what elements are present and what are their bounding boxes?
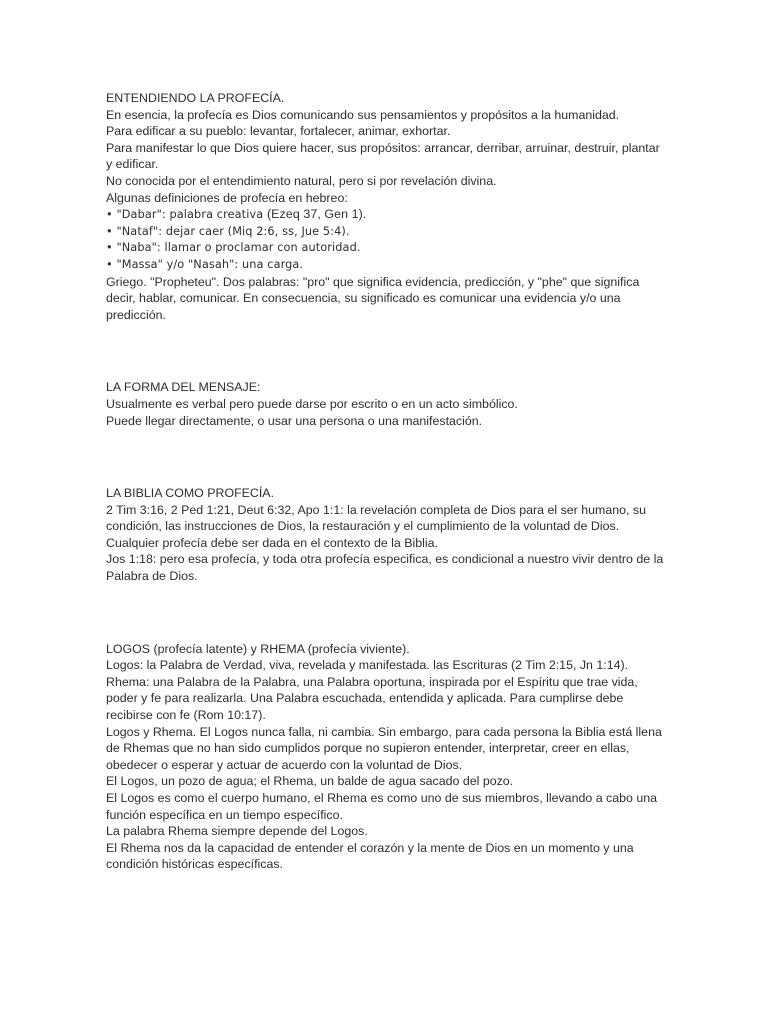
- section-heading: LA BIBLIA COMO PROFECÍA.: [106, 486, 275, 501]
- paragraph: El Logos, un pozo de agua; el Rhema, un balde de agua sacado del pozo.: [106, 774, 514, 789]
- bullet-reference: (Ezeq 37, Gen 1).: [266, 207, 367, 222]
- bullet-item-naba: [106, 240, 666, 257]
- bullet-text: • "Massa" y/o "Nasah": una carga.: [106, 257, 304, 271]
- paragraph: La palabra Rhema siempre depende del Logos.: [106, 824, 368, 839]
- section-entendiendo-la-profecia: [106, 90, 666, 323]
- paragraph: Para manifestar lo que Dios quiere hacer, sus propósitos: arrancar, derribar, arruinar, destruir, plantar y edificar.: [106, 140, 660, 172]
- paragraph: Griego. "Propheteu". Dos palabras: "pro" que significa evidencia, predicción, y "phe" que significa decir, hablar, comunicar. En consecuencia, su significado es comunicar una evidencia y/o una predicción.: [106, 274, 640, 322]
- paragraph: Rhema: una Palabra de la Palabra, una Palabra oportuna, inspirada por el Espíritu que trae vida, poder y fe para realizarla. Una Palabra escuchada, entendida y aplicada. Para cumplirse debe recibirse con fe (Rom 10:17).: [106, 674, 638, 723]
- paragraph: Puede llegar directamente, o usar una persona o una manifestación.: [106, 413, 483, 428]
- paragraph: Jos 1:18: pero esa profecía, y toda otra profecía especifica, es condicional a nuestro vivir dentro de la Palabra de Dios.: [106, 552, 664, 584]
- section-la-biblia-como-profecia: [106, 485, 666, 585]
- paragraph: No conocida por el entendimiento natural, pero si por revelación divina.: [106, 173, 497, 188]
- paragraph: 2 Tim 3:16, 2 Ped 1:21, Deut 6:32, Apo 1:1: la revelación completa de Dios para el ser humano, su condición, las instrucciones de Dios, la restauración y el cumplimiento de la voluntad de Dios. Cualquier profecía debe ser dada en el contexto de la Biblia.: [106, 502, 647, 550]
- paragraph: Algunas definiciones de profecía en hebreo:: [106, 190, 348, 205]
- paragraph: Usualmente es verbal pero puede darse por escrito o en un acto simbólico.: [106, 396, 518, 411]
- bullet-text: • "Dabar": palabra creativa: [106, 208, 267, 222]
- section-heading: LOGOS (profecía latente) y RHEMA (profecía viviente).: [106, 641, 410, 656]
- bullet-item-nataf: [106, 224, 666, 241]
- bullet-item-dabar: [106, 206, 666, 224]
- bullet-item-massa: [106, 257, 666, 274]
- section-la-forma-del-mensaje: [106, 379, 666, 429]
- bullet-text: • "Nataf": dejar caer (Miq 2:6, ss, Jue 5:4).: [106, 224, 350, 238]
- paragraph: Para edificar a su pueblo: levantar, fortalecer, animar, exhortar.: [106, 124, 451, 139]
- paragraph: El Logos es como el cuerpo humano, el Rhema es como uno de sus miembros, llevando a cabo una función específica en un tiempo específico.: [106, 791, 658, 822]
- paragraph: El Rhema nos da la capacidad de entender el corazón y la mente de Dios en un momento y una condición históricas específicas.: [106, 840, 634, 872]
- section-heading: ENTENDIENDO LA PROFECÍA.: [106, 91, 285, 105]
- paragraph: Logos y Rhema. El Logos nunca falla, ni cambia. Sin embargo, para cada persona la Biblia está llena de Rhemas que no han sido cumplidos porque no supieron entender, interpretar, creer en ellas, obedecer o esperar y actuar de acuerdo con la voluntad de Dios.: [106, 724, 662, 772]
- document-page: [106, 90, 666, 873]
- section-heading: LA FORMA DEL MENSAJE:: [106, 380, 261, 395]
- paragraph: Logos: la Palabra de Verdad, viva, revelada y manifestada. las Escrituras (2 Tim 2:15, Jn 1:14).: [106, 658, 629, 673]
- paragraph: En esencia, la profecía es Dios comunicando sus pensamientos y propósitos a la humanidad.: [106, 107, 620, 122]
- section-logos-y-rhema: [106, 641, 666, 873]
- bullet-text: • "Naba": llamar o proclamar con autoridad.: [106, 241, 361, 255]
